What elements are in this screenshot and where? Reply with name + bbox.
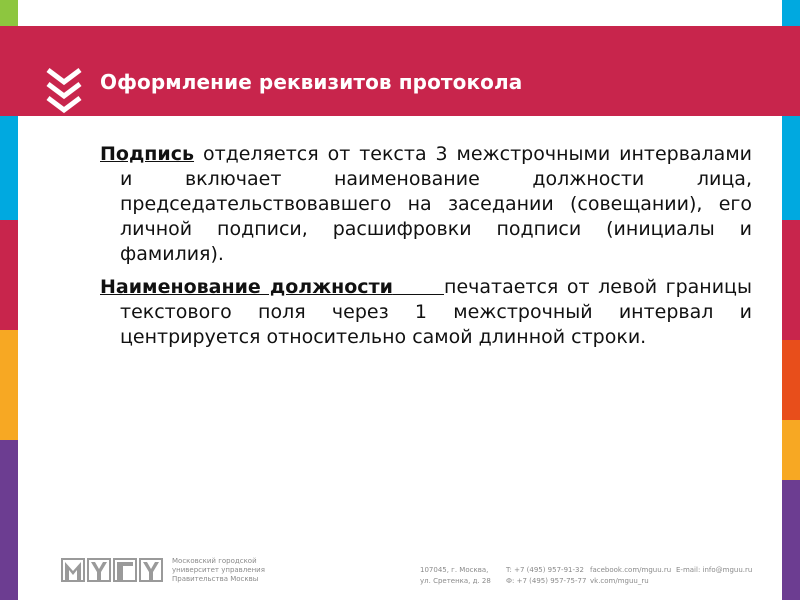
university-name-line: университет управления xyxy=(172,566,265,574)
email-link[interactable]: E-mail: info@mguu.ru xyxy=(676,566,753,574)
university-name-line: Московский городской xyxy=(172,557,257,565)
paragraph-position-title-text: печатается от левой границы текстового поля через 1 межстрочный интервал и центрируется относительно самой длинной строки. xyxy=(120,276,752,348)
university-name-line: Правительства Москвы xyxy=(172,575,259,583)
slide-body xyxy=(96,142,752,358)
term-position-title: Наименование должности xyxy=(100,276,393,298)
university-name xyxy=(172,557,265,584)
paragraph-signature-text: отделяется от текста 3 межстрочными интервалами и включает наименование должности лица, председательствовавшего на заседании (совещании), его личной подписи, расшифровки подписи (инициалы и фамилия). xyxy=(120,143,752,265)
phone-line: T: +7 (495) 957-91-32 xyxy=(506,566,584,574)
underline-gap xyxy=(393,276,444,298)
chevrons-down-icon xyxy=(44,66,84,114)
mguu-logo xyxy=(60,557,164,583)
address-line: 107045, г. Москва, xyxy=(420,566,489,574)
facebook-link[interactable]: facebook.com/mguu.ru xyxy=(590,566,672,574)
header-bar xyxy=(0,26,800,116)
paragraph-position-title xyxy=(96,275,752,350)
footer-email xyxy=(676,565,752,576)
footer-phones xyxy=(506,565,586,587)
footer-web xyxy=(590,565,671,587)
fax-line: Ф: +7 (495) 957-75-77 xyxy=(506,577,587,585)
vk-link[interactable]: vk.com/mguu_ru xyxy=(590,577,649,585)
footer-address xyxy=(420,565,491,587)
term-signature: Подпись xyxy=(100,143,195,165)
slide-title: Оформление реквизитов протокола xyxy=(100,70,523,94)
paragraph-signature xyxy=(96,142,752,267)
address-line: ул. Сретенка, д. 28 xyxy=(420,577,491,585)
